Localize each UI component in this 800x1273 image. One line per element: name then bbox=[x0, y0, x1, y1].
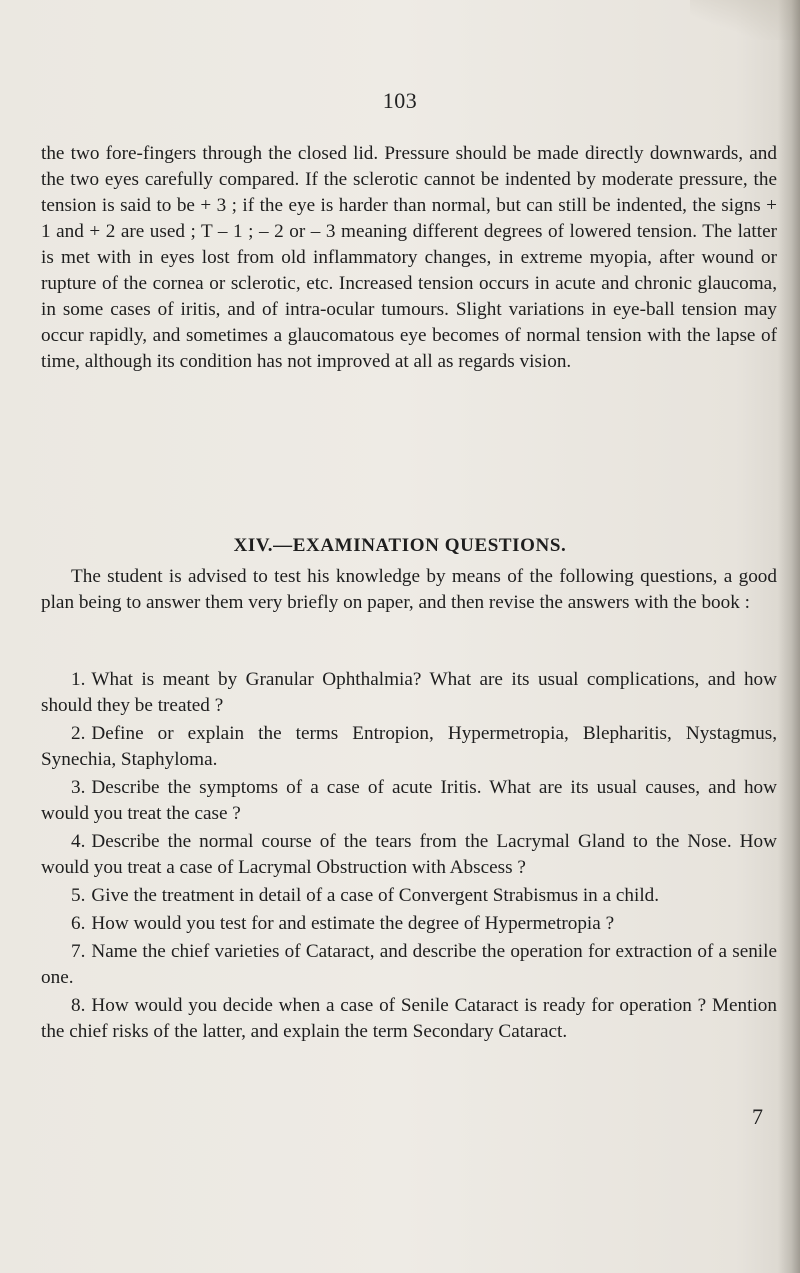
question-item bbox=[41, 939, 777, 991]
question-text: How would you test for and estimate the degree of Hypermetropia ? bbox=[91, 913, 615, 934]
question-number: 4. bbox=[71, 831, 86, 852]
question-item bbox=[41, 721, 777, 773]
question-number: 1. bbox=[71, 669, 86, 690]
question-item bbox=[41, 667, 777, 719]
question-text: Name the chief varieties of Cataract, and describe the operation for extraction of a senile one. bbox=[41, 941, 777, 988]
section-heading: XIV.—EXAMINATION QUESTIONS. bbox=[233, 535, 567, 556]
question-text: How would you decide when a case of Senile Cataract is ready for operation ? Mention the chief risks of the latter, and explain the term Secondary Cataract. bbox=[41, 995, 777, 1042]
body-paragraph: the two fore-fingers through the closed lid. Pressure should be made directly downwards, and the two eyes carefully compared. If the sclerotic cannot be indented by moderate pressure, the tension is said to be + 3 ; if the eye is harder than normal, but can still be indented, the signs + 1 and + 2 are used ; T – 1 ; – 2 or – 3 meaning different degrees of lowered tension. The latter is met with in eyes lost from old inflammatory changes, in extreme myopia, after wound or rupture of the cornea or sclerotic, etc. Increased tension occurs in acute and chronic glaucoma, in some cases of iritis, and of intra-ocular tumours. Slight variations in eye-ball tension may occur rapidly, and sometimes a glaucomatous eye becomes of normal tension with the lapse of time, although its condition has not improved at all as regards vision. bbox=[41, 143, 777, 372]
page-edge-shadow bbox=[778, 0, 800, 1273]
question-number: 7. bbox=[71, 941, 86, 962]
question-item bbox=[41, 829, 777, 881]
question-text: Describe the normal course of the tears from the Lacrymal Gland to the Nose. How would you treat a case of Lacrymal Obstruction with Abscess ? bbox=[41, 831, 777, 878]
question-item bbox=[41, 883, 777, 909]
question-item bbox=[41, 993, 777, 1045]
signature-mark: 7 bbox=[752, 1104, 763, 1129]
page-number: 103 bbox=[382, 88, 418, 113]
question-number: 6. bbox=[71, 913, 86, 934]
question-number: 2. bbox=[71, 723, 86, 744]
question-number: 3. bbox=[71, 777, 86, 798]
question-text: What is meant by Granular Ophthalmia? What are its usual complications, and how should they be treated ? bbox=[41, 669, 777, 716]
question-list bbox=[41, 667, 777, 1047]
question-item bbox=[41, 911, 777, 937]
question-number: 5. bbox=[71, 885, 86, 906]
question-number: 8. bbox=[71, 995, 86, 1016]
question-text: Describe the symptoms of a case of acute Iritis. What are its usual causes, and how would you treat the case ? bbox=[41, 777, 777, 824]
section-intro: The student is advised to test his knowledge by means of the following questions, a good plan being to answer them very briefly on paper, and then revise the answers with the book : bbox=[41, 566, 777, 613]
question-text: Define or explain the terms Entropion, Hypermetropia, Blepharitis, Nystagmus, Synechia, Staphyloma. bbox=[41, 723, 777, 770]
question-text: Give the treatment in detail of a case of Convergent Strabismus in a child. bbox=[91, 885, 660, 906]
question-item bbox=[41, 775, 777, 827]
